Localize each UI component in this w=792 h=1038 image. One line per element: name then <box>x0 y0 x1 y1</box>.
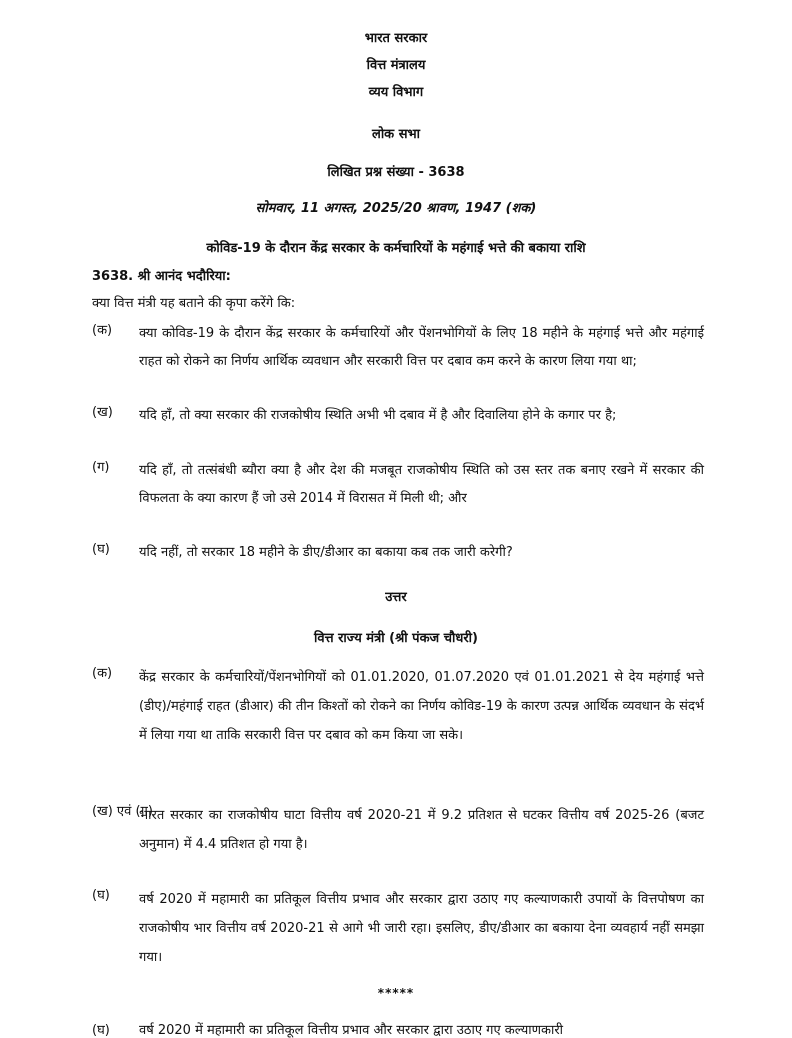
asked-by: 3638. श्री आनंद भदौरिया: <box>92 269 231 284</box>
answer-part-label: (घ) <box>92 888 110 903</box>
question-date: सोमवार, 11 अगस्त, 2025/20 श्रावण, 1947 (शक) <box>255 201 537 216</box>
answer-part-text: वर्ष 2020 में महामारी का प्रतिकूल वित्तीय प्रभाव और सरकार द्वारा उठाए गए कल्याणकारी उपायों के वित्तपोषण का राजकोषीय भार वित्तीय वर्ष 2020-21 से आगे भी जारी रहा। इसलिए, डीए/डीआर का बकाया देना व्यवहार्य नहीं समझा गया। <box>139 892 704 965</box>
ministry-heading: वित्त मंत्रालय <box>366 58 426 73</box>
question-part-label: (घ) <box>92 542 110 557</box>
cutoff-line <box>92 1014 704 1038</box>
question-part-label: (क) <box>92 323 113 338</box>
question-part-text: यदि हाँ, तो क्या सरकार की राजकोषीय स्थिति अभी भी दबाव में है और दिवालिया होने के कगार पर है; <box>139 408 617 423</box>
answer-part-label: (क) <box>92 666 113 681</box>
cutoff-text: वर्ष 2020 में महामारी का प्रतिकूल वित्तीय प्रभाव और सरकार द्वारा उठाए गए कल्याणकारी <box>139 1023 564 1038</box>
question-part-text: यदि नहीं, तो सरकार 18 महीने के डीए/डीआर का बकाया कब तक जारी करेगी? <box>139 545 513 560</box>
house-heading: लोक सभा <box>372 127 420 142</box>
answer-heading: उत्तर <box>385 590 407 605</box>
question-subject: कोविड-19 के दौरान केंद्र सरकार के कर्मचारियों के महंगाई भत्ते की बकाया राशि <box>206 241 586 256</box>
question-part-label: (ख) <box>92 405 113 420</box>
answer-part-text: भारत सरकार का राजकोषीय घाटा वित्तीय वर्ष 2020-21 में 9.2 प्रतिशत से घटकर वित्तीय वर्ष 2025-26 (बजट अनुमान) में 4.4 प्रतिशत हो गया है। <box>139 808 704 852</box>
question-intro: क्या वित्त मंत्री यह बताने की कृपा करेंगे कि: <box>92 296 296 311</box>
question-number: लिखित प्रश्न संख्या - 3638 <box>327 165 465 180</box>
answering-minister: वित्त राज्य मंत्री (श्री पंकज चौधरी) <box>314 631 478 646</box>
question-part-label: (ग) <box>92 460 110 475</box>
question-part-text: क्या कोविड-19 के दौरान केंद्र सरकार के कर्मचारियों और पेंशनभोगियों के लिए 18 महीने के महंगाई भत्ते और महंगाई राहत को रोकने का निर्णय आर्थिक व्यवधान और सरकारी वित्त पर दबाव कम करने के कारण लिया गया था; <box>139 326 704 369</box>
question-part-text: यदि हाँ, तो तत्संबंधी ब्यौरा क्या है और देश की मजबूत राजकोषीय स्थिति को उस स्तर तक बनाए रखने में सरकार की विफलता के क्या कारण हैं जो उसे 2014 में विरासत में मिली थी; और <box>139 463 704 506</box>
end-marker: ***** <box>377 986 415 1000</box>
answer-part-text: केंद्र सरकार के कर्मचारियों/पेंशनभोगियों को 01.01.2020, 01.07.2020 एवं 01.01.2021 से देय महंगाई भत्ते (डीए)/महंगाई राहत (डीआर) की तीन किश्तों को रोकने का निर्णय कोविड-19 के कारण उत्पन्न आर्थिक व्यवधान के संदर्भ में लिया गया था ताकि सरकारी वित्त पर दबाव को कम किया जा सके। <box>139 670 704 743</box>
answer-part-label: (ख) एवं (ग) <box>92 804 153 819</box>
government-heading: भारत सरकार <box>364 31 428 46</box>
cutoff-label: (घ) <box>92 1023 110 1038</box>
department-heading: व्यय विभाग <box>368 85 424 100</box>
